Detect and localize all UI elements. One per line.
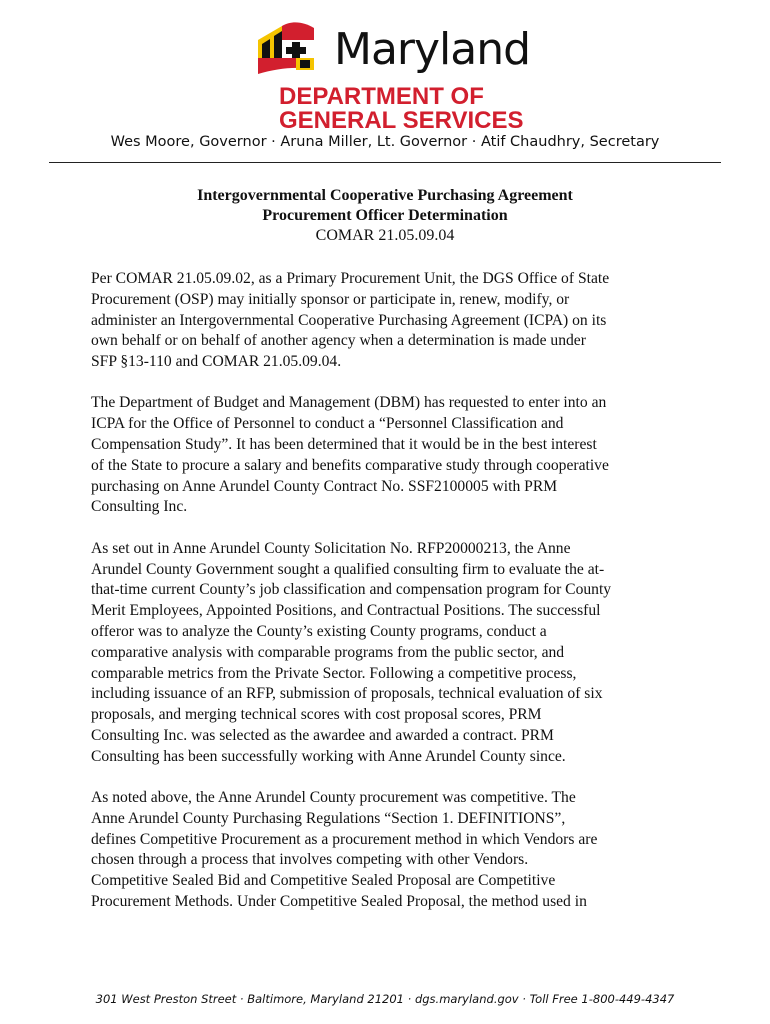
text-line: administer an Intergovernmental Cooperative Purchasing Agreement (ICPA) on its xyxy=(91,311,607,329)
department-line-2: GENERAL SERVICES xyxy=(279,107,524,134)
text-line: comparative analysis with comparable programs from the public sector, and xyxy=(91,643,565,661)
letterhead xyxy=(0,0,770,170)
text-line: Per COMAR 21.05.09.02, as a Primary Procurement Unit, the DGS Office of State xyxy=(91,270,610,287)
text-line: Consulting has been successfully working with Anne Arundel County since. xyxy=(91,747,566,765)
text-line: ICPA for the Office of Personnel to conduct a “Personnel Classification and xyxy=(91,415,564,433)
logo xyxy=(248,20,548,82)
title-line-3: COMAR 21.05.09.04 xyxy=(315,227,455,244)
text-line: Consulting Inc. xyxy=(91,498,188,516)
paragraph-2 xyxy=(91,393,697,518)
text-line: including issuance of an RFP, submission of proposals, technical evaluation of six xyxy=(91,685,603,703)
text-line: The Department of Budget and Management (DBM) has requested to enter into an xyxy=(91,394,607,412)
brand-name: Maryland xyxy=(334,24,531,75)
officials-line: Wes Moore, Governor · Aruna Miller, Lt. Governor · Atif Chaudhry, Secretary xyxy=(110,134,660,150)
text-line: own behalf or on behalf of another agency when a determination is made under xyxy=(91,332,586,350)
title-line-1: Intergovernmental Cooperative Purchasing Agreement xyxy=(197,187,573,204)
text-line: Procurement Methods. Under Competitive Sealed Proposal, the method used in xyxy=(91,893,587,911)
text-line: Procurement (OSP) may initially sponsor or participate in, renew, modify, or xyxy=(91,290,570,308)
footer-address: 301 West Preston Street · Baltimore, Maryland 21201 · dgs.maryland.gov · Toll Free 1-800-449-4347 xyxy=(95,992,675,1006)
paragraph-1 xyxy=(91,269,697,373)
text-line: Competitive Sealed Bid and Competitive Sealed Proposal are Competitive xyxy=(91,872,556,890)
text-line: chosen through a process that involves competing with other Vendors. xyxy=(91,851,529,869)
paragraph-4 xyxy=(91,788,697,913)
department-line-1: DEPARTMENT OF xyxy=(279,83,484,110)
text-line: of the State to procure a salary and benefits comparative study through cooperative xyxy=(91,456,609,474)
text-line: offeror was to analyze the County’s existing County programs, conduct a xyxy=(91,622,547,640)
header-divider xyxy=(49,162,721,163)
document-title xyxy=(0,186,770,246)
text-line: defines Competitive Procurement as a procurement method in which Vendors are xyxy=(91,830,598,848)
text-line: that-time current County’s job classification and compensation program for County xyxy=(91,581,612,599)
title-line-2: Procurement Officer Determination xyxy=(262,207,508,224)
paragraph-3 xyxy=(91,539,697,768)
text-line: Anne Arundel County Purchasing Regulations “Section 1. DEFINITIONS”, xyxy=(91,809,566,827)
text-line: Compensation Study”. It has been determined that it would be in the best interest xyxy=(91,436,597,454)
text-line: Arundel County Government sought a qualified consulting firm to evaluate the at- xyxy=(91,560,605,578)
text-line: As noted above, the Anne Arundel County procurement was competitive. The xyxy=(91,789,576,807)
document-body xyxy=(91,269,697,933)
text-line: Consulting Inc. was selected as the awardee and awarded a contract. PRM xyxy=(91,726,554,744)
text-line: comparable metrics from the Private Sector. Following a competitive process, xyxy=(91,664,577,682)
text-line: proposals, and merging technical scores with cost proposal scores, PRM xyxy=(91,706,542,724)
text-line: As set out in Anne Arundel County Solicitation No. RFP20000213, the Anne xyxy=(91,539,571,557)
text-line: SFP §13-110 and COMAR 21.05.09.04. xyxy=(91,353,342,371)
text-line: purchasing on Anne Arundel County Contract No. SSF2100005 with PRM xyxy=(91,477,558,495)
maryland-flag-icon xyxy=(248,20,330,76)
text-line: Merit Employees, Appointed Positions, and Contractual Positions. The successful xyxy=(91,602,601,620)
